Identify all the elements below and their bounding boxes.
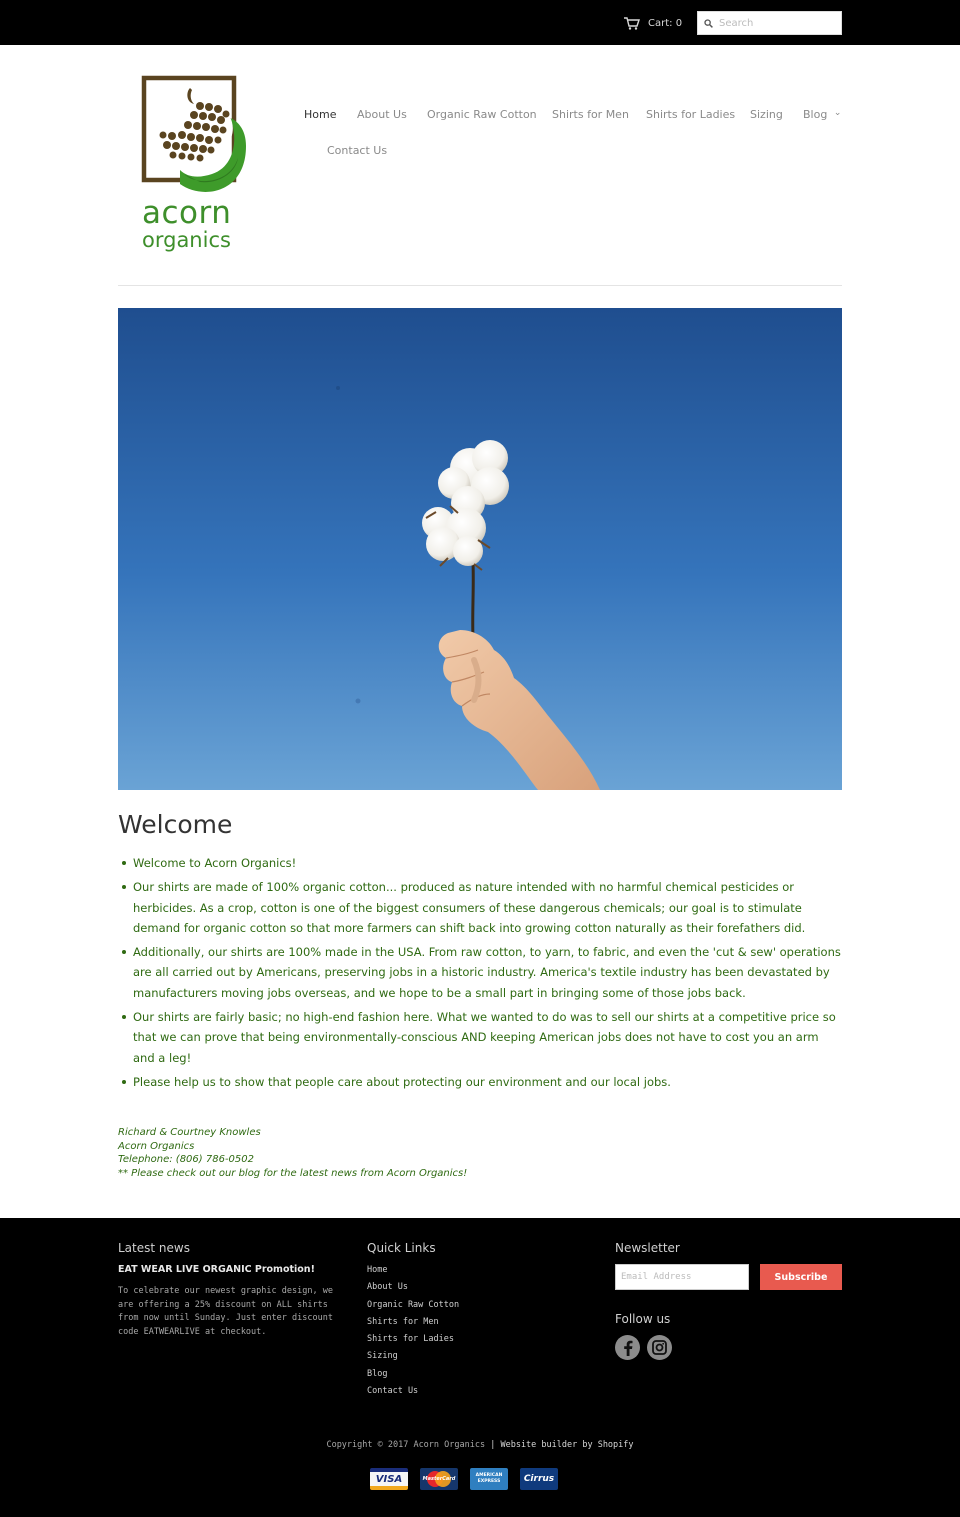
signature-phone: Telephone: (806) 786-0502: [118, 1154, 255, 1165]
quick-link-sizing[interactable]: Sizing: [367, 1351, 398, 1362]
header-divider: [118, 285, 842, 286]
list-item: Our shirts are fairly basic; no high-end fashion here. What we wanted to do was to sell our shirts at a competitive price so that we can prove that being environmentally-conscious AND keeping American jobs does not have to cost you an arm and a leg!: [133, 1007, 843, 1068]
welcome-list: [133, 853, 843, 1096]
shopify-credit-link[interactable]: Website builder by Shopify: [500, 1440, 634, 1450]
quick-link-contact-us[interactable]: Contact Us: [367, 1386, 419, 1397]
news-post-excerpt: To celebrate our newest graphic design, we are offering a 25% discount on ALL shirts from now until Sunday. Just enter discount code EATWEARLIVE at checkout.: [118, 1286, 333, 1337]
list-item: Additionally, our shirts are 100% made in the USA. From raw cotton, to yarn, to fabric, and even the 'cut & sew' operations are all carried out by Americans, preserving jobs in a historic industry. America's textile industry has been devastated by manufacturers moving jobs overseas, and we hope to be a small part in bringing some of those jobs back.: [133, 942, 843, 1003]
list-item: Our shirts are made of 100% organic cotton... produced as nature intended with no harmful chemical pesticides or herbicides. As a crop, cotton is one of the biggest consumers of these dangerous chemicals; our goal is to stimulate demand for organic cotton so that more farmers can shift back into growing cotton naturally as their forefathers did.: [133, 877, 843, 938]
nav-blog-label: Blog: [803, 108, 828, 121]
cirrus-card-icon: Cirrus: [520, 1468, 558, 1490]
cart-link[interactable]: [624, 15, 682, 31]
list-item: Please help us to show that people care about protecting our environment and our local jobs.: [133, 1072, 843, 1092]
quick-link-blog[interactable]: Blog: [367, 1368, 388, 1379]
search-input[interactable]: [719, 18, 839, 29]
facebook-link[interactable]: [615, 1335, 640, 1360]
logo-text-organics: organics: [142, 228, 231, 252]
search-icon: [704, 19, 713, 28]
cart-label: Cart: 0: [648, 17, 683, 29]
facebook-icon: [623, 1340, 633, 1356]
signature-names: Richard & Courtney Knowles: [118, 1127, 261, 1138]
subscribe-button[interactable]: Subscribe: [760, 1264, 842, 1290]
nav-contact-us[interactable]: Contact Us: [327, 144, 388, 157]
newsletter-heading: Newsletter: [615, 1241, 680, 1255]
nav-about-us[interactable]: About Us: [357, 108, 407, 121]
newsletter-email-field[interactable]: [615, 1264, 749, 1290]
quick-link-shirts-for-men[interactable]: Shirts for Men: [367, 1316, 439, 1327]
latest-news-heading: Latest news: [118, 1241, 190, 1255]
hero-image: [118, 308, 842, 790]
site-logo[interactable]: [140, 74, 252, 258]
news-post-title[interactable]: EAT WEAR LIVE ORGANIC Promotion!: [118, 1264, 315, 1275]
quick-link-about-us[interactable]: About Us: [367, 1282, 408, 1293]
nav-shirts-for-ladies[interactable]: Shirts for Ladies: [646, 108, 736, 121]
mastercard-card-icon: MasterCard: [420, 1468, 458, 1490]
quick-link-shirts-for-ladies[interactable]: Shirts for Ladies: [367, 1334, 454, 1345]
nav-blog[interactable]: [803, 108, 841, 121]
amex-card-icon: AMERICAN EXPRESS: [470, 1468, 508, 1490]
quick-link-organic-raw-cotton[interactable]: Organic Raw Cotton: [367, 1299, 460, 1310]
quick-link-home[interactable]: Home: [367, 1265, 388, 1275]
cart-icon: [624, 17, 640, 30]
signature-note: ** Please check out our blog for the latest news from Acorn Organics!: [118, 1167, 468, 1179]
nav-shirts-for-men[interactable]: Shirts for Men: [552, 108, 629, 121]
instagram-link[interactable]: [647, 1335, 672, 1360]
payment-cards: [370, 1468, 558, 1490]
instagram-icon: [652, 1340, 667, 1355]
nav-organic-raw-cotton[interactable]: Organic Raw Cotton: [427, 108, 537, 121]
signature-block: [118, 1126, 467, 1180]
site-footer: [0, 1218, 960, 1517]
top-bar: [0, 0, 960, 45]
copyright-separator: |: [490, 1440, 496, 1450]
copyright-line: [0, 1440, 960, 1450]
page-title: Welcome: [118, 810, 233, 839]
list-item: Welcome to Acorn Organics!: [133, 853, 843, 873]
follow-us-heading: Follow us: [615, 1312, 671, 1326]
logo-text-acorn: acorn: [142, 195, 232, 231]
quick-links-list: [367, 1264, 459, 1402]
nav-sizing[interactable]: Sizing: [750, 108, 783, 121]
chevron-down-icon: ⌄: [833, 108, 842, 118]
visa-card-icon: VISA: [370, 1468, 408, 1490]
quick-links-heading: Quick Links: [367, 1241, 436, 1255]
signature-company: Acorn Organics: [118, 1140, 195, 1152]
nav-home[interactable]: Home: [304, 108, 337, 121]
search-box[interactable]: [697, 11, 842, 35]
copyright-text: Copyright © 2017 Acorn Organics: [326, 1440, 486, 1450]
acorn-logo-icon: [140, 74, 252, 198]
